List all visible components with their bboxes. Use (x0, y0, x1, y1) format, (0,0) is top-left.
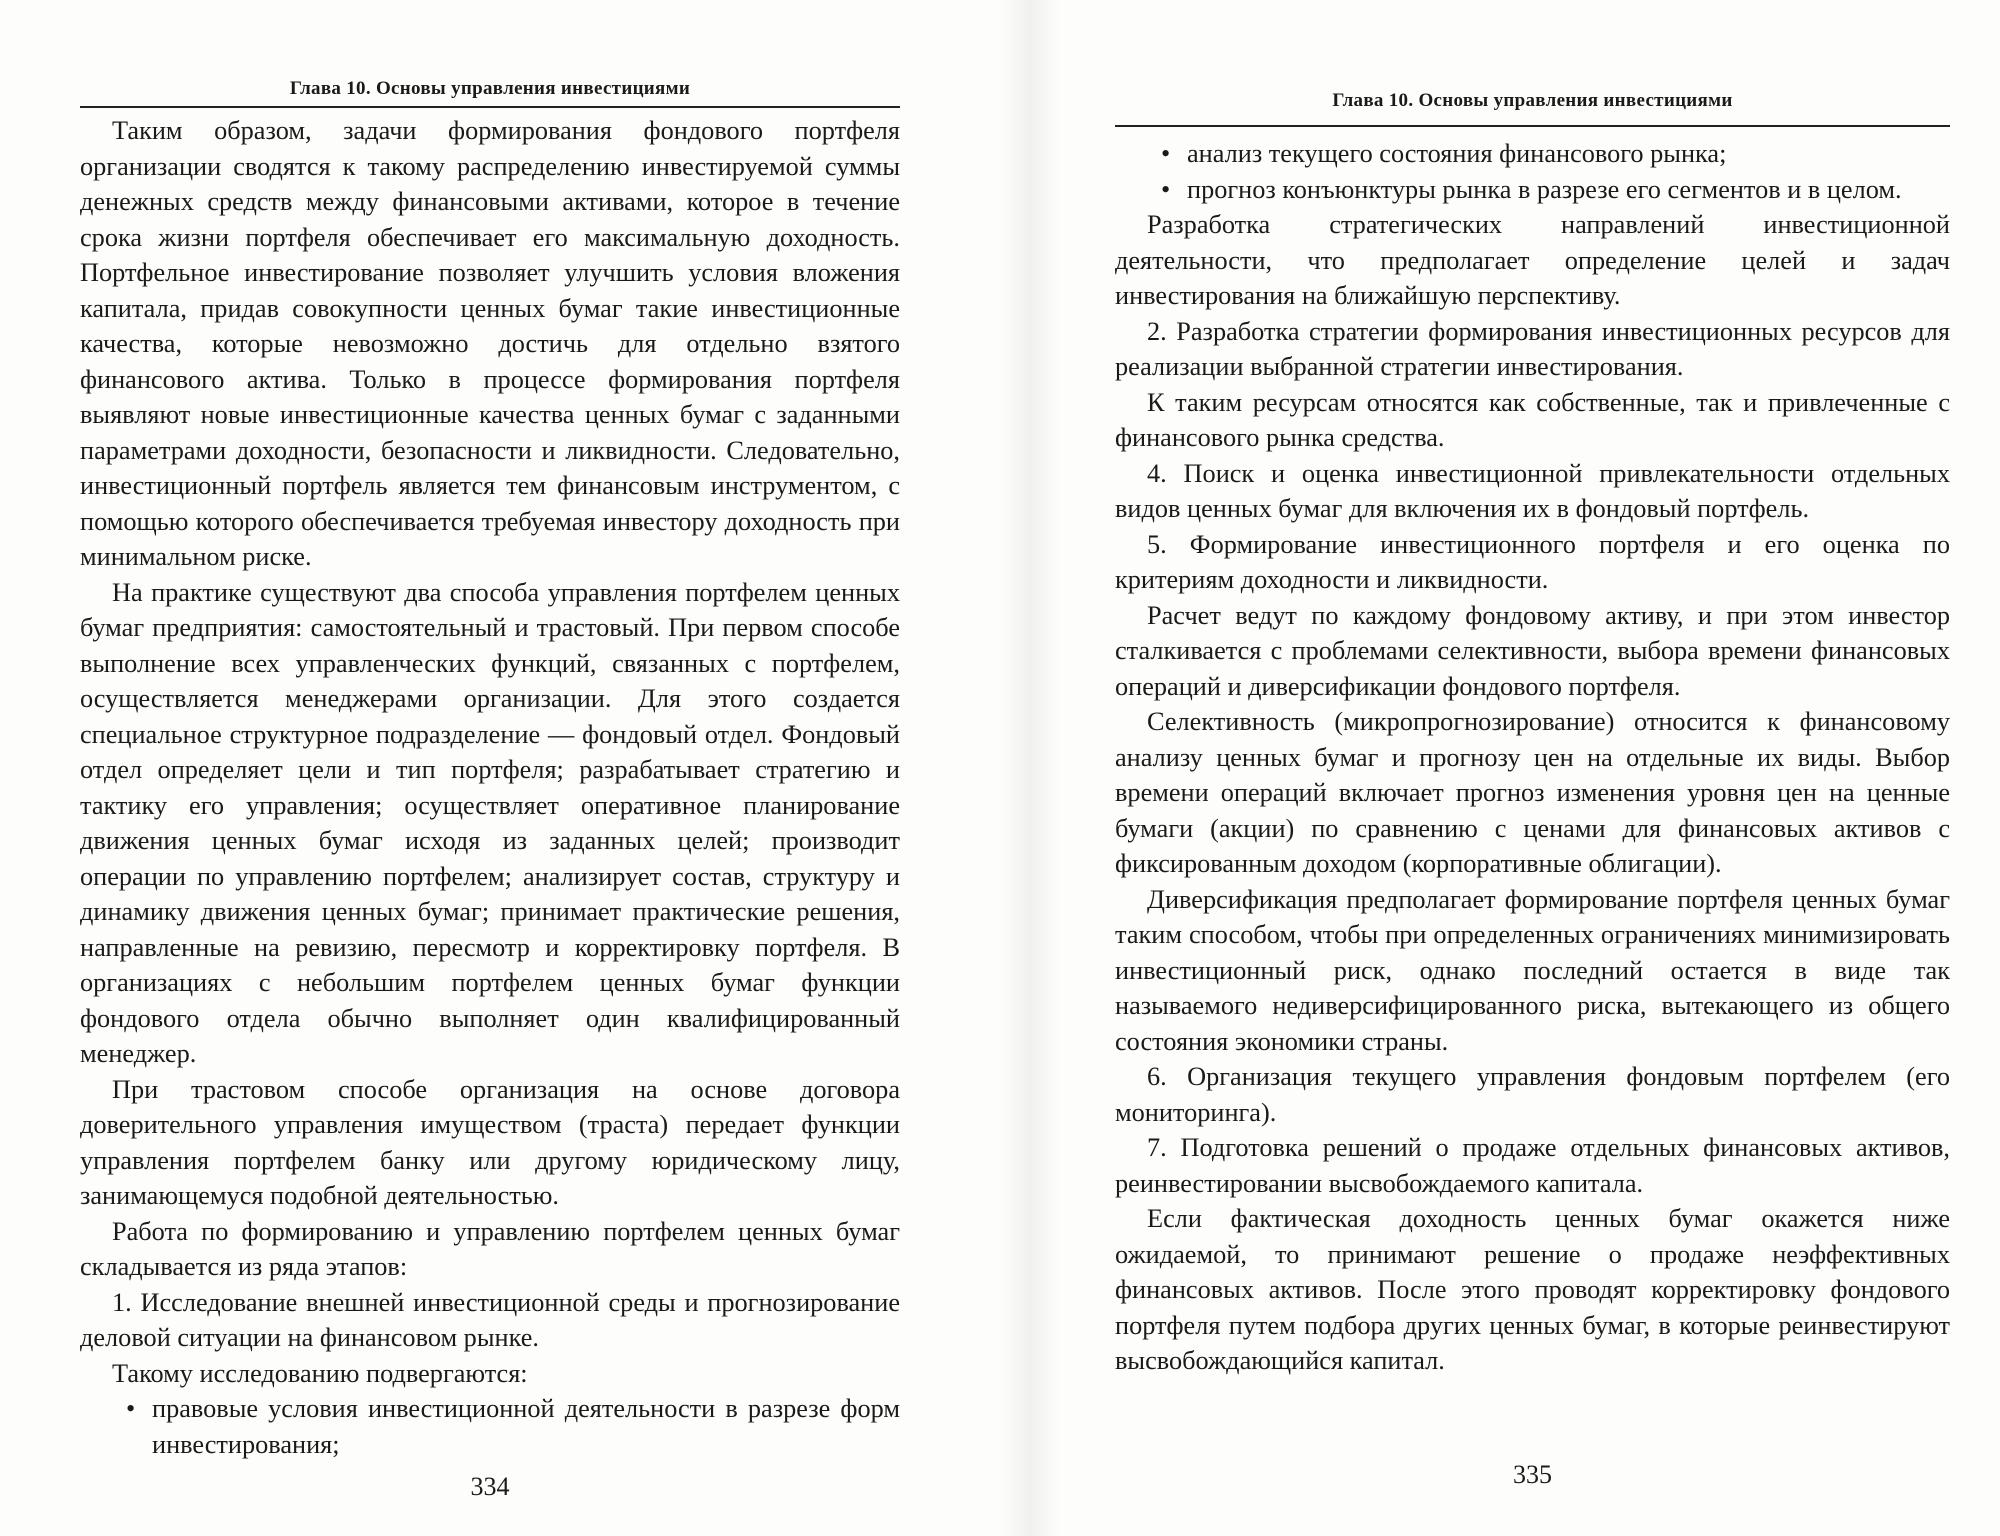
running-head: Глава 10. Основы управления инвестициями (289, 78, 691, 99)
numbered-item: 5. Формирование инвестиционного портфеля и его оценка по критериям доходности и ликвидности. (1115, 529, 1950, 594)
paragraph: Работа по формированию и управлению портфелем ценных бумаг складывается из ряда этапов: (80, 1216, 900, 1281)
body-text (80, 113, 900, 1462)
paragraph: Разработка стратегических направлений инвестиционной деятельности, что предполагает определение целей и задач инвестирования на ближайшую перспективу. (1115, 210, 1950, 310)
header-rule (1115, 125, 1950, 127)
bullet-item: • прогноз конъюнктуры рынка в разрезе его сегментов и в целом. (1187, 172, 1950, 208)
header-rule (80, 106, 900, 108)
numbered-item: 2. Разработка стратегии формирования инвестиционных ресурсов для реализации выбранной стратегии инвестирования. (1115, 316, 1950, 381)
bullet-list (1115, 136, 1950, 207)
bullet-item: • правовые условия инвестиционной деятельности в разрезе форм инвестирования; (152, 1391, 900, 1462)
paragraph: При трастовом способе организация на основе договора доверительного управления имуществом (траста) передает функции управления портфелем банку или другому юридическому лицу, занимающемуся подобной деятельностью. (80, 1074, 900, 1210)
paragraph: Селективность (микропрогнозирование) относится к финансовому анализу ценных бумаг и прогнозу цен на отдельные их виды. Выбор времени операций включает прогноз изменения уровня цен на ценные бумаги (акции) по сравнению с ценами для финансовых активов с фиксированным доходом (корпоративные облигации). (1115, 707, 1950, 878)
book-spine-shadow (1000, 0, 1060, 1536)
paragraph: Расчет ведут по каждому фондовому активу, и при этом инвестор сталкивается с проблемами селективности, выбора времени финансовых операций и диверсификации фондового портфеля. (1115, 600, 1950, 701)
numbered-item: 7. Подготовка решений о продаже отдельных финансовых активов, реинвестировании высвобождаемого капитала. (1115, 1133, 1950, 1198)
paragraph: К таким ресурсам относятся как собственные, так и привлеченные с финансового рынка средства. (1115, 387, 1950, 452)
bullet-item: • анализ текущего состояния финансового рынка; (1187, 136, 1950, 172)
paragraph: Диверсификация предполагает формирование портфеля ценных бумаг таким способом, чтобы при определенных ограничениях минимизировать инвестиционный риск, однако последний остается в виде так называемого недиверсифицированного риска, вытекающего из общего состояния экономики страны. (1115, 884, 1950, 1056)
right-page (1115, 0, 1950, 1536)
page-number: 334 (470, 1472, 510, 1501)
paragraph: На практике существуют два способа управления портфелем ценных бумаг предприятия: самостоятельный и трастовый. При первом способе выполнение всех управленческих функций, связанных с портфелем, осуществляется менеджерами организации. Для этого создается специальное структурное подразделение — фондовый отдел. Фондовый отдел определяет цели и тип портфеля; разрабатывает стратегию и тактику его управления; осуществляет оперативное планирование движения ценных бумаг исходя из заданных целей; производит операции по управлению портфелем; анализирует состав, структуру и динамику движения ценных бумаг; принимает практические решения, направленные на ревизию, пересмотр и корректировку портфеля. В организациях с небольшим портфелем ценных бумаг функции фондового отдела обычно выполняет один квалифицированный менеджер. (80, 577, 900, 1068)
running-head: Глава 10. Основы управления инвестициями (1332, 90, 1733, 111)
left-page (80, 0, 900, 1536)
body-text (1115, 136, 1950, 1379)
numbered-item: 1. Исследование внешней инвестиционной среды и прогнозирование деловой ситуации на финансовом рынке. (80, 1287, 900, 1352)
paragraph: Такому исследованию подвергаются: (112, 1358, 528, 1388)
paragraph: Если фактическая доходность ценных бумаг окажется ниже ожидаемой, то принимают решение о продаже неэффективных финансовых активов. После этого проводят корректировку фондового портфеля путем подбора других ценных бумаг, в которые реинвестируют высвобождающийся капитал. (1115, 1204, 1950, 1375)
bullet-list (80, 1391, 900, 1462)
page-number: 335 (1513, 1460, 1552, 1489)
numbered-item: 6. Организация текущего управления фондовым портфелем (его мониторинга). (1115, 1062, 1950, 1127)
paragraph: Таким образом, задачи формирования фондового портфеля организации сводятся к такому распределению инвестируемой суммы денежных средств между финансовыми активами, которое в течение срока жизни портфеля обеспечивает его максимальную доходность. Портфельное инвестирование позволяет улучшить условия вложения капитала, придав совокупности ценных бумаг такие инвестиционные качества, которые невозможно достичь для отдельно взятого финансового актива. Только в процессе формирования портфеля выявляют новые инвестиционные качества ценных бумаг с заданными параметрами доходности, безопасности и ликвидности. Следовательно, инвестиционный портфель является тем финансовым инструментом, с помощью которого обеспечивается требуемая инвестору доходность при минимальном риске. (80, 116, 900, 571)
numbered-item: 4. Поиск и оценка инвестиционной привлекательности отдельных видов ценных бумаг для включения их в фондовый портфель. (1115, 458, 1950, 523)
